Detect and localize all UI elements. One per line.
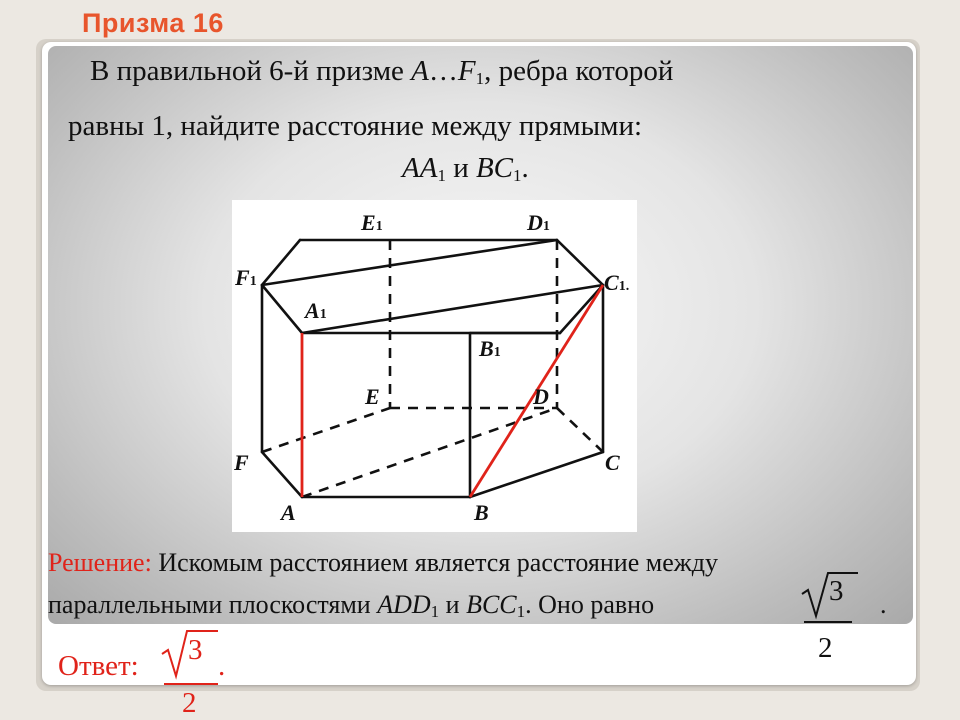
label-d: D [533,384,549,409]
fraction-denominator: 2 [818,632,833,664]
solution-period: . [880,590,887,619]
ellipsis: … [428,55,458,87]
conjunction: и [439,590,467,619]
label-e1: E1 [361,210,383,235]
edge-f1e1 [262,240,300,285]
edge-c1b1 [560,285,603,333]
prism-diagram [232,200,637,532]
edge-bc [470,452,603,497]
label-c1: C1. [604,270,630,295]
hidden-edge-dc [557,408,603,452]
label-f: F [234,450,249,475]
answer-period: . [218,650,226,682]
solution-line-2 [48,590,654,622]
prism-figure [232,200,637,532]
plane-bcc1: BCC [466,590,517,619]
edge-a1f1 [262,285,302,333]
solution-line-1 [48,548,718,578]
vertex-a: A [411,55,429,87]
plane-add1: ADD [377,590,431,619]
subscript: 1 [437,166,446,185]
label-d1: D1 [527,210,550,235]
edge-d1c1 [557,240,603,285]
problem-line-1 [90,55,673,89]
label-b: B [474,500,489,525]
solution-label: Решение: [48,548,152,577]
period: . [521,152,529,184]
solution-text: параллельными плоскостями [48,590,378,619]
solution-text: Искомым расстоянием является расстояние между [151,548,718,577]
subscript: 1 [430,602,440,621]
conjunction: и [445,152,476,184]
subscript: 1 [516,602,526,621]
subscript: 1 [475,69,485,88]
diag-f1d1 [262,240,557,285]
label-b1: B1 [479,336,501,361]
subscript: 1 [513,166,522,185]
answer-denominator: 2 [182,687,197,719]
line-aa1: AA [402,152,438,184]
vertex-f: F [457,55,476,87]
solution-text: . Оно равно [525,590,655,619]
edge-fa [262,452,302,497]
answer-label: Ответ: [58,650,139,682]
label-a1: A1 [305,298,327,323]
label-f1: F1 [235,265,257,290]
answer-numerator: 3 [188,634,203,666]
slide-title: Призма 16 [82,8,224,38]
problem-line-3 [402,152,529,186]
label-e: E [365,384,380,409]
hidden-edge-fe [262,408,390,452]
label-a: A [281,500,296,525]
line-bc1: BC [475,152,514,184]
fraction-numerator: 3 [829,575,844,607]
label-c: C [605,450,620,475]
diag-a1c1 [302,285,603,333]
problem-text: , ребра которой [484,55,674,87]
problem-line-2: равны 1, найдите расстояние между прямыми: [68,110,643,142]
problem-text: В правильной 6-й призме [90,55,412,87]
